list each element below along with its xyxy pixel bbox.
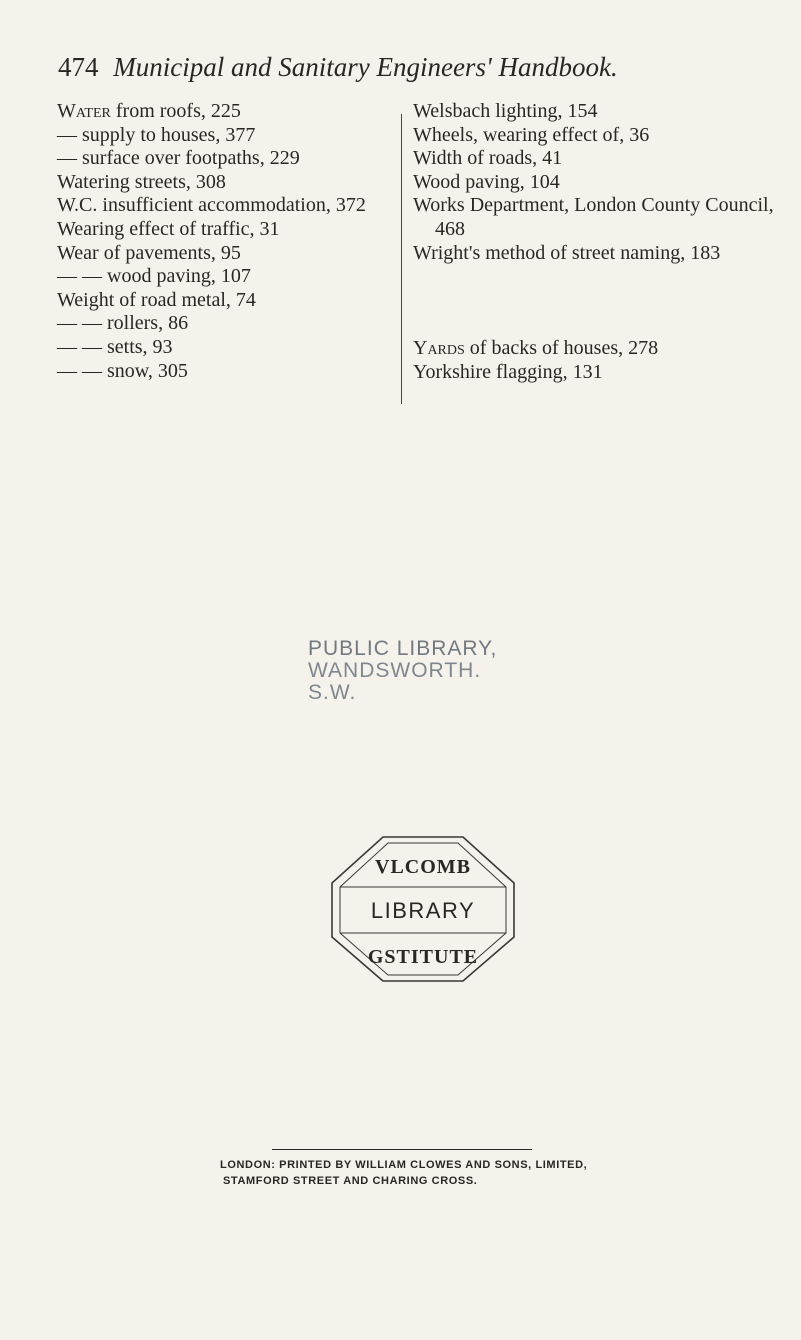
library-seal-icon: [328, 833, 518, 985]
index-entry: Wood paving, 104: [413, 170, 560, 193]
footer-rule: [272, 1149, 532, 1150]
index-entry: — — rollers, 86: [57, 312, 189, 335]
index-entry: Water from roofs, 225: [57, 100, 241, 122]
index-entry: Weight of road metal, 74: [57, 288, 256, 311]
index-entry: Works Department, London County Council, 468: [413, 194, 774, 240]
index-entry: Wearing effect of traffic, 31: [57, 217, 280, 240]
seal-top-text: VLCOMB: [375, 856, 471, 878]
index-entry: W.C. insufficient accommodation, 372: [57, 194, 366, 217]
index-entry: Watering streets, 308: [57, 170, 226, 193]
index-entry: Welsbach lighting, 154: [413, 100, 598, 122]
index-entry: — supply to houses, 377: [57, 123, 256, 146]
stamp-line-1: PUBLIC LIBRARY,: [308, 637, 498, 660]
page-number: 474: [58, 52, 99, 82]
index-column-right: [413, 100, 788, 384]
index-entry: Wear of pavements, 95: [57, 241, 241, 264]
page-header: [58, 52, 778, 83]
column-divider: [401, 114, 402, 404]
section-gap: [413, 265, 788, 337]
imprint-line-2: STAMFORD STREET AND CHARING CROSS.: [223, 1175, 478, 1187]
seal-center-text: LIBRARY: [370, 898, 476, 923]
index-entry: Wright's method of street naming, 183: [413, 241, 721, 264]
index-entry: Yorkshire flagging, 131: [413, 360, 603, 383]
index-entry: — — snow, 305: [57, 359, 188, 382]
imprint-line-1: LONDON: PRINTED BY WILLIAM CLOWES AND SONS, LIMITED,: [220, 1159, 588, 1171]
seal-bottom-text: GSTITUTE: [367, 946, 479, 968]
library-stamp: [308, 638, 508, 704]
index-entry: — surface over footpaths, 229: [57, 147, 300, 170]
page-title: Municipal and Sanitary Engineers' Handbook.: [113, 52, 618, 82]
stamp-line-2: WANDSWORTH. S.W.: [308, 659, 482, 704]
printer-imprint: [220, 1157, 650, 1189]
index-column-left: [57, 100, 392, 383]
index-entry: Wheels, wearing effect of, 36: [413, 123, 650, 146]
index-entry: — — setts, 93: [57, 335, 173, 358]
index-entry: Yards of backs of houses, 278: [413, 337, 659, 360]
index-entry: Width of roads, 41: [413, 147, 563, 170]
index-entry: — — wood paving, 107: [57, 265, 251, 288]
